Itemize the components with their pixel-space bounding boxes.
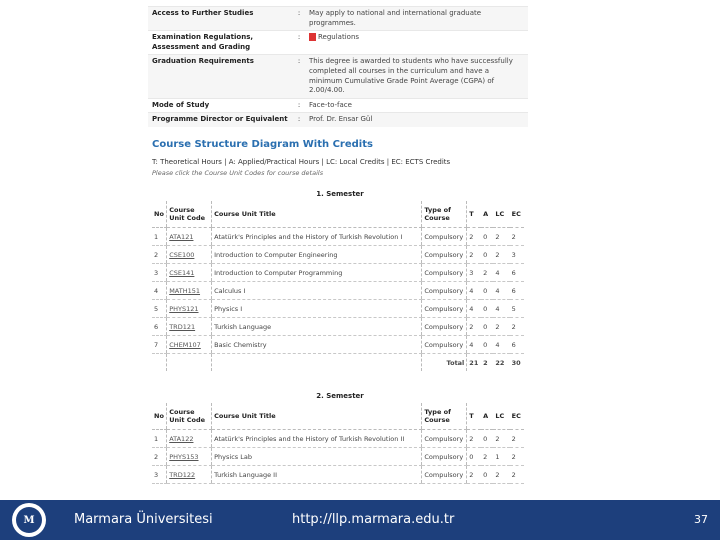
course-row: [152, 246, 524, 264]
course-title: Introduction to Computer Engineering: [212, 246, 422, 264]
info-row: Mode of Study : Face-to-face: [148, 98, 528, 113]
local-credits: 4: [493, 264, 509, 282]
page-number: 37: [694, 513, 708, 526]
local-credits: 4: [493, 336, 509, 354]
ects-credits: 3: [510, 246, 524, 264]
t-hours: 2: [467, 318, 481, 336]
col-lc: LC: [493, 201, 509, 228]
info-value: Prof. Dr. Ensar Gül: [309, 115, 373, 124]
course-row: [152, 318, 524, 336]
programme-info-table: [148, 6, 528, 127]
col-a: A: [481, 403, 493, 430]
info-label: Mode of Study: [152, 100, 210, 109]
row-no: 1: [152, 228, 167, 246]
info-label: Examination Regulations, Assessment and Grading: [152, 33, 254, 51]
a-hours: 0: [481, 282, 493, 300]
a-hours: 0: [481, 336, 493, 354]
info-row: Programme Director or Equivalent : Prof. Dr. Ensar Gül: [148, 112, 528, 127]
semester-1-table: [152, 201, 524, 371]
semester-1-body: [152, 228, 524, 354]
t-hours: 4: [467, 282, 481, 300]
semester-title: 2. Semester: [316, 392, 364, 400]
col-title: Course Unit Title: [212, 403, 422, 430]
course-row: [152, 282, 524, 300]
course-code[interactable]: MATH151: [167, 282, 212, 300]
total-t: 21: [467, 354, 481, 372]
ects-credits: 2: [510, 448, 524, 466]
course-title: Turkish Language: [212, 318, 422, 336]
info-row: Examination Regulations, Assessment and Grading : Regulations: [148, 30, 528, 54]
total-row: [152, 354, 524, 372]
info-row: Graduation Requirements : This degree is awarded to students who have successfully completed all courses in the curriculum and have a minimum Cumulative Grade Point Average (CGPA) of 2.00/4.00.: [148, 54, 528, 97]
t-hours: 2: [467, 228, 481, 246]
ects-credits: 2: [510, 318, 524, 336]
info-label: Access to Further Studies: [152, 9, 254, 17]
course-code[interactable]: PHYS153: [167, 448, 212, 466]
ects-credits: 2: [510, 466, 524, 484]
course-title: Physics Lab: [212, 448, 422, 466]
col-no: No: [152, 201, 167, 228]
row-no: 1: [152, 430, 167, 448]
course-type: Compulsory: [422, 466, 467, 484]
course-code[interactable]: CSE141: [167, 264, 212, 282]
local-credits: 2: [493, 318, 509, 336]
a-hours: 0: [481, 430, 493, 448]
course-row: [152, 264, 524, 282]
info-label: Graduation Requirements: [152, 57, 254, 66]
course-type: Compulsory: [422, 282, 467, 300]
course-code[interactable]: CHEM107: [167, 336, 212, 354]
course-row: [152, 448, 524, 466]
section-heading: Course Structure Diagram With Credits: [152, 139, 373, 150]
t-hours: 2: [467, 246, 481, 264]
local-credits: 1: [493, 448, 509, 466]
row-no: 3: [152, 264, 167, 282]
row-no: 2: [152, 448, 167, 466]
info-value: May apply to national and international graduate programmes.: [309, 9, 482, 27]
local-credits: 2: [493, 430, 509, 448]
course-code[interactable]: TRD121: [167, 318, 212, 336]
course-row: [152, 300, 524, 318]
total-label: Total: [422, 354, 467, 372]
course-type: Compulsory: [422, 318, 467, 336]
course-title: Turkish Language II: [212, 466, 422, 484]
info-value: This degree is awarded to students who have successfully completed all courses in the curriculum and have a minimum Cumulative Grade Point Average (CGPA) of 2.00/4.00.: [309, 57, 513, 95]
course-title: Introduction to Computer Programming: [212, 264, 422, 282]
course-title: Atatürk's Principles and the History of Turkish Revolution II: [212, 430, 422, 448]
semester-1: [152, 190, 528, 371]
local-credits: 2: [493, 466, 509, 484]
course-type: Compulsory: [422, 448, 467, 466]
col-type: Type of Course: [422, 201, 467, 228]
col-t: T: [467, 201, 481, 228]
a-hours: 0: [481, 228, 493, 246]
course-title: Atatürk's Principles and the History of Turkish Revolution I: [212, 228, 422, 246]
ects-credits: 6: [510, 282, 524, 300]
row-no: 7: [152, 336, 167, 354]
university-name: Marmara Üniversitesi: [74, 512, 213, 527]
local-credits: 4: [493, 282, 509, 300]
course-code[interactable]: TRD122: [167, 466, 212, 484]
course-title: Calculus I: [212, 282, 422, 300]
ects-credits: 2: [510, 228, 524, 246]
t-hours: 4: [467, 336, 481, 354]
info-label: Programme Director or Equivalent: [152, 115, 288, 124]
col-no: No: [152, 403, 167, 430]
row-no: 4: [152, 282, 167, 300]
ects-credits: 6: [510, 336, 524, 354]
local-credits: 2: [493, 246, 509, 264]
row-no: 5: [152, 300, 167, 318]
course-row: [152, 466, 524, 484]
course-row: [152, 336, 524, 354]
semester-2-body: [152, 430, 524, 484]
col-ec: EC: [510, 403, 524, 430]
total-ec: 30: [511, 358, 521, 367]
footer-bar: [0, 500, 720, 540]
ects-credits: 6: [510, 264, 524, 282]
col-ec: EC: [510, 201, 524, 228]
local-credits: 2: [493, 228, 509, 246]
course-type: Compulsory: [422, 430, 467, 448]
t-hours: 0: [467, 448, 481, 466]
semester-title: 1. Semester: [316, 190, 364, 198]
row-no: 3: [152, 466, 167, 484]
t-hours: 2: [467, 430, 481, 448]
website-link[interactable]: http://llp.marmara.edu.tr: [292, 512, 455, 527]
col-t: T: [467, 403, 481, 430]
a-hours: 0: [481, 318, 493, 336]
course-code[interactable]: ATA122: [167, 430, 212, 448]
t-hours: 2: [467, 466, 481, 484]
info-row: Access to Further Studies : May apply to national and international graduate programmes.: [148, 6, 528, 30]
total-a: 2: [483, 358, 488, 367]
university-logo: M: [12, 503, 46, 537]
a-hours: 0: [481, 246, 493, 264]
a-hours: 0: [481, 466, 493, 484]
screenshot-panel: [148, 0, 532, 500]
col-a: A: [481, 201, 493, 228]
t-hours: 3: [467, 264, 481, 282]
t-hours: 4: [467, 300, 481, 318]
a-hours: 2: [481, 264, 493, 282]
col-lc: LC: [493, 403, 509, 430]
course-title: Basic Chemistry: [212, 336, 422, 354]
course-code[interactable]: ATA121: [167, 228, 212, 246]
ects-credits: 2: [510, 430, 524, 448]
course-code[interactable]: CSE100: [167, 246, 212, 264]
info-value: Face-to-face: [309, 100, 352, 109]
col-code: Course Unit Code: [167, 201, 212, 228]
course-row: [152, 228, 524, 246]
course-type: Compulsory: [422, 336, 467, 354]
total-lc: 22: [495, 358, 505, 367]
a-hours: 0: [481, 300, 493, 318]
legend-text: T: Theoretical Hours | A: Applied/Practical Hours | LC: Local Credits | EC: ECTS Credits: [152, 158, 451, 166]
note-text: Please click the Course Unit Codes for course details: [152, 169, 324, 177]
semester-2-table: [152, 403, 524, 484]
course-type: Compulsory: [422, 300, 467, 318]
regulations-link[interactable]: Regulations: [318, 33, 360, 42]
col-type: Type of Course: [422, 403, 467, 430]
course-code[interactable]: PHYS121: [167, 300, 212, 318]
course-title: Physics I: [212, 300, 422, 318]
course-row: [152, 430, 524, 448]
ects-credits: 5: [510, 300, 524, 318]
local-credits: 4: [493, 300, 509, 318]
course-type: Compulsory: [422, 264, 467, 282]
course-type: Compulsory: [422, 228, 467, 246]
a-hours: 2: [481, 448, 493, 466]
row-no: 2: [152, 246, 167, 264]
course-type: Compulsory: [422, 246, 467, 264]
row-no: 6: [152, 318, 167, 336]
col-title: Course Unit Title: [212, 201, 422, 228]
pdf-icon: [309, 33, 316, 41]
semester-2: [152, 392, 528, 484]
col-code: Course Unit Code: [167, 403, 212, 430]
